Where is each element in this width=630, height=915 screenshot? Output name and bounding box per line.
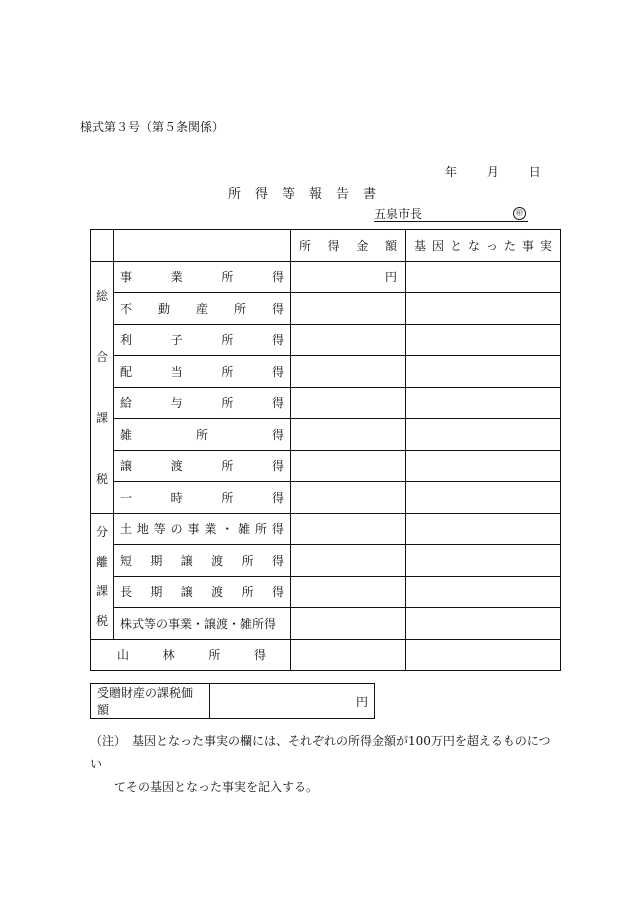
label-char: 子 [170, 333, 183, 348]
fact-cell[interactable] [406, 324, 561, 356]
label-char: 渡 [211, 553, 224, 568]
label-char: 利 [120, 333, 133, 348]
gift-tax-box [90, 683, 375, 719]
table-row [91, 576, 561, 608]
amount-cell[interactable] [291, 419, 406, 451]
table-row [91, 639, 561, 671]
label-char: 得 [271, 522, 284, 537]
date-month: 月 [486, 165, 499, 179]
header-char: 因 [431, 238, 444, 253]
addressee-line [374, 205, 528, 222]
header-char: っ [485, 238, 498, 253]
header-amount [291, 230, 406, 262]
note-line-2: てその基因となった事実を記入する。 [114, 780, 319, 794]
income-label [114, 356, 291, 388]
table-row [91, 419, 561, 451]
amount-cell[interactable] [291, 293, 406, 325]
title-char: 告 [336, 187, 350, 202]
header-char: 金 [356, 238, 369, 253]
label-char: 所 [233, 301, 246, 316]
label-char: 期 [150, 553, 163, 568]
label-char: 地 [136, 522, 149, 537]
label-char: 得 [271, 270, 284, 285]
table-row [91, 545, 561, 577]
income-label [114, 576, 291, 608]
group-char: 離 [95, 554, 108, 569]
group-char: 合 [95, 350, 108, 364]
amount-cell[interactable] [291, 324, 406, 356]
income-label [114, 608, 291, 640]
date-year: 年 [445, 165, 458, 179]
label-char: 所 [221, 459, 234, 474]
table-row [91, 324, 561, 356]
fact-cell[interactable] [406, 545, 561, 577]
label-char: 譲 [180, 553, 193, 568]
label-char: 等 [153, 522, 166, 537]
label-char: 得 [271, 364, 284, 379]
fact-cell[interactable] [406, 261, 561, 293]
header-row [91, 230, 561, 262]
table-row [91, 261, 561, 293]
group-separate [91, 513, 114, 639]
amount-cell[interactable] [291, 576, 406, 608]
fact-cell[interactable] [406, 419, 561, 451]
table-row [91, 608, 561, 640]
label-char: 所 [221, 333, 234, 348]
label-char: 期 [150, 585, 163, 600]
header-char: と [449, 238, 462, 253]
income-label [114, 545, 291, 577]
label-char: 所 [241, 585, 254, 600]
table-row [91, 387, 561, 419]
group-char: 分 [95, 525, 108, 540]
label-char: 所 [221, 270, 234, 285]
table-row [91, 293, 561, 325]
label-char: 株式等の事業・譲渡・雑所得 [120, 616, 277, 631]
label-char: 雑 [120, 427, 133, 442]
label-char: 所 [255, 522, 268, 537]
label-char: 得 [271, 396, 284, 411]
amount-cell[interactable]: 円 [291, 261, 406, 293]
fact-cell[interactable] [406, 576, 561, 608]
title-char: 書 [363, 187, 377, 202]
label-char: 譲 [120, 459, 133, 474]
label-char: 産 [195, 301, 208, 316]
group-char: 税 [95, 472, 108, 486]
income-label [114, 450, 291, 482]
date-day: 日 [528, 165, 541, 179]
income-table [90, 229, 561, 671]
fact-cell[interactable] [406, 639, 561, 671]
note-line-1: （注） 基因となった事実の欄には、それぞれの所得金額が100万円を超えるものについ [90, 734, 551, 771]
label-char: 得 [271, 585, 284, 600]
label-char: 不 [120, 301, 133, 316]
label-char: 得 [271, 333, 284, 348]
gift-tax-label: 受贈財産の課税価額 [91, 684, 210, 719]
header-char: 事 [521, 238, 534, 253]
amount-cell[interactable] [291, 450, 406, 482]
label-char: 渡 [170, 459, 183, 474]
label-char: ・ [221, 522, 234, 537]
label-char: 所 [195, 427, 208, 442]
label-char: 一 [120, 490, 133, 505]
income-label [114, 482, 291, 514]
label-char: 給 [120, 396, 133, 411]
label-char: 当 [170, 364, 183, 379]
fact-cell[interactable] [406, 293, 561, 325]
income-label [114, 419, 291, 451]
label-char: 業 [204, 522, 217, 537]
label-char: 得 [271, 553, 284, 568]
label-char: 林 [162, 648, 175, 663]
forest-label [91, 639, 291, 671]
header-char: 額 [384, 238, 397, 253]
page-title [228, 183, 390, 202]
table-row [91, 482, 561, 514]
amount-cell[interactable] [291, 513, 406, 545]
label-char: 短 [120, 553, 133, 568]
label-char: 得 [271, 459, 284, 474]
label-char: 得 [253, 648, 266, 663]
label-char: 土 [120, 522, 133, 537]
table-row [91, 356, 561, 388]
label-char: 譲 [180, 585, 193, 600]
label-char: 業 [170, 270, 183, 285]
income-label [114, 513, 291, 545]
group-char: 課 [95, 584, 108, 599]
group-char: 総 [95, 289, 108, 303]
income-label [114, 261, 291, 293]
fact-cell[interactable] [406, 482, 561, 514]
seal-mark: ㊞ [513, 207, 526, 220]
fact-cell[interactable] [406, 608, 561, 640]
header-blank-2 [114, 230, 291, 262]
form-number: 様式第３号（第５条関係） [80, 120, 225, 134]
title-char: 報 [309, 187, 323, 202]
group-char: 課 [95, 411, 108, 425]
header-char: 基 [414, 238, 427, 253]
label-char: 得 [271, 427, 284, 442]
income-label [114, 324, 291, 356]
header-char: 得 [327, 238, 340, 253]
group-char: 税 [95, 613, 108, 628]
header-fact [406, 230, 561, 262]
label-char: 所 [241, 553, 254, 568]
label-char: 雑 [238, 522, 251, 537]
amount-cell[interactable] [291, 387, 406, 419]
label-char: 得 [271, 301, 284, 316]
label-char: 所 [221, 364, 234, 379]
title-char: 等 [282, 187, 296, 202]
income-label [114, 387, 291, 419]
fact-cell[interactable] [406, 513, 561, 545]
label-char: 得 [271, 490, 284, 505]
label-char: 長 [120, 585, 133, 600]
fact-cell[interactable] [406, 450, 561, 482]
table-row [91, 513, 561, 545]
label-char: 所 [221, 490, 234, 505]
income-label [114, 293, 291, 325]
header-char: 所 [299, 238, 312, 253]
label-char: 山 [117, 648, 130, 663]
header-blank-1 [91, 230, 114, 262]
header-char: 実 [539, 238, 552, 253]
label-char: 時 [170, 490, 183, 505]
label-char: 所 [208, 648, 221, 663]
note [90, 730, 560, 799]
label-char: 所 [221, 396, 234, 411]
label-char: 事 [187, 522, 200, 537]
addressee: 五泉市長 [374, 207, 423, 221]
label-char: 動 [157, 301, 170, 316]
amount-cell[interactable] [291, 482, 406, 514]
header-char: た [503, 238, 516, 253]
label-char: 事 [120, 270, 133, 285]
amount-cell[interactable] [291, 356, 406, 388]
header-char: な [467, 238, 480, 253]
group-comprehensive [91, 261, 114, 513]
title-char: 所 [228, 187, 242, 202]
label-char: 与 [170, 396, 183, 411]
fact-cell[interactable] [406, 387, 561, 419]
label-char: の [170, 522, 183, 537]
gift-tax-value[interactable]: 円 [210, 684, 375, 719]
title-char: 得 [255, 187, 269, 202]
amount-cell[interactable] [291, 639, 406, 671]
amount-cell[interactable] [291, 608, 406, 640]
label-char: 配 [120, 364, 133, 379]
fact-cell[interactable] [406, 356, 561, 388]
amount-cell[interactable] [291, 545, 406, 577]
date-line [445, 163, 541, 180]
label-char: 渡 [211, 585, 224, 600]
table-row [91, 450, 561, 482]
